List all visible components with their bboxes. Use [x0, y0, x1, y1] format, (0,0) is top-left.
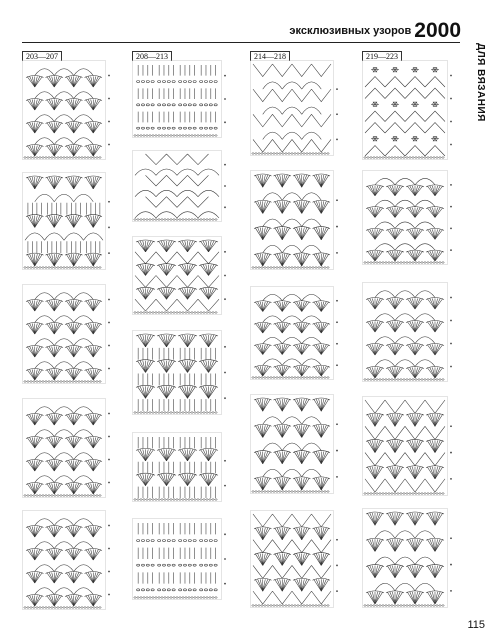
crochet-chart-diagram — [362, 60, 456, 160]
crochet-chart-diagram — [362, 170, 456, 265]
crochet-chart-diagram — [250, 60, 342, 156]
crochet-chart — [22, 172, 114, 270]
crochet-chart-diagram — [250, 286, 342, 380]
crochet-chart-diagram — [362, 396, 456, 496]
crochet-chart-diagram — [132, 150, 230, 222]
crochet-chart-diagram — [362, 282, 456, 382]
crochet-chart — [250, 510, 342, 608]
crochet-chart-diagram — [132, 330, 230, 415]
crochet-chart — [362, 60, 456, 160]
crochet-chart — [132, 518, 230, 600]
crochet-chart — [250, 170, 342, 270]
crochet-chart — [22, 284, 114, 384]
crochet-chart — [362, 170, 456, 265]
crochet-chart-diagram — [132, 432, 230, 502]
crochet-chart-diagram — [362, 508, 456, 608]
crochet-chart — [362, 508, 456, 608]
crochet-chart-diagram — [22, 172, 114, 270]
crochet-chart — [362, 396, 456, 496]
crochet-chart — [250, 394, 342, 494]
pattern-range-label: 214—218 — [250, 51, 290, 61]
crochet-chart-diagram — [22, 510, 114, 610]
crochet-chart — [362, 282, 456, 382]
pattern-range-label: 208—213 — [132, 51, 172, 61]
pattern-range-label: 219—223 — [362, 51, 402, 61]
crochet-chart — [132, 60, 230, 138]
crochet-chart — [132, 432, 230, 502]
crochet-chart-diagram — [132, 236, 230, 315]
crochet-chart — [22, 60, 114, 160]
crochet-chart-diagram — [250, 394, 342, 494]
crochet-chart — [250, 286, 342, 380]
page-header-title — [289, 19, 461, 43]
crochet-chart — [250, 60, 342, 156]
side-label: ДЛЯ ВЯЗАНИЯ — [475, 43, 486, 122]
crochet-chart — [132, 330, 230, 415]
crochet-chart — [132, 150, 230, 222]
crochet-chart-diagram — [250, 510, 342, 608]
header-title-number: 2000 — [414, 19, 461, 42]
pattern-range-label: 203—207 — [22, 51, 62, 61]
crochet-chart — [22, 398, 114, 498]
crochet-chart — [22, 510, 114, 610]
header-rule — [22, 42, 460, 43]
header-title-text: эксклюзивных узоров — [289, 25, 412, 37]
crochet-chart — [132, 236, 230, 315]
crochet-chart-diagram — [250, 170, 342, 270]
crochet-chart-diagram — [22, 60, 114, 160]
crochet-chart-diagram — [132, 518, 230, 600]
crochet-chart-diagram — [22, 284, 114, 384]
crochet-chart-diagram — [132, 60, 230, 138]
crochet-chart-diagram — [22, 398, 114, 498]
page-number: 115 — [467, 619, 485, 631]
